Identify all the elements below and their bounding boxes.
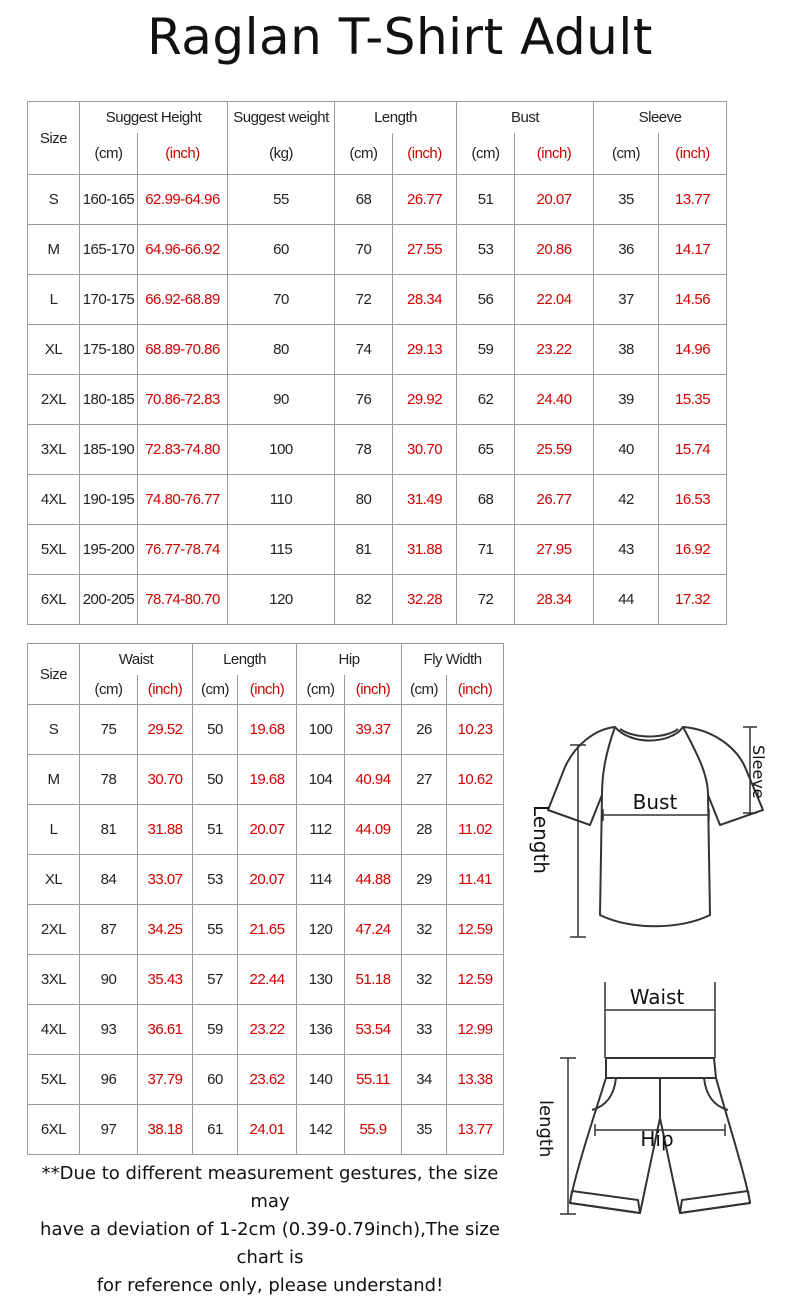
- value-cell: 12.59: [447, 905, 504, 955]
- value-cell: 60: [193, 1055, 238, 1105]
- hip-label: Hip: [640, 1127, 674, 1151]
- size-cell: 2XL: [28, 375, 80, 425]
- subheader-cm: (cm): [80, 675, 138, 705]
- value-cell: 70: [228, 275, 335, 325]
- value-cell: 10.62: [447, 755, 504, 805]
- value-cell: 15.35: [659, 375, 727, 425]
- value-cell: 33: [402, 1005, 447, 1055]
- value-cell: 51.18: [345, 955, 402, 1005]
- value-cell: 120: [297, 905, 345, 955]
- value-cell: 114: [297, 855, 345, 905]
- value-cell: 35: [594, 175, 659, 225]
- value-cell: 28.34: [515, 575, 594, 625]
- value-cell: 14.56: [659, 275, 727, 325]
- value-cell: 23.22: [238, 1005, 297, 1055]
- subheader-inch: (inch): [238, 675, 297, 705]
- table-row: [28, 275, 727, 325]
- value-cell: 93: [80, 1005, 138, 1055]
- value-cell: 64.96-66.92: [138, 225, 228, 275]
- value-cell: 87: [80, 905, 138, 955]
- value-cell: 24.40: [515, 375, 594, 425]
- value-cell: 61: [193, 1105, 238, 1155]
- value-cell: 97: [80, 1105, 138, 1155]
- value-cell: 11.02: [447, 805, 504, 855]
- value-cell: 40: [594, 425, 659, 475]
- size-cell: 5XL: [28, 525, 80, 575]
- tshirt-size-table: [27, 101, 727, 625]
- value-cell: 38: [594, 325, 659, 375]
- value-cell: 16.53: [659, 475, 727, 525]
- value-cell: 51: [193, 805, 238, 855]
- value-cell: 68: [457, 475, 515, 525]
- value-cell: 120: [228, 575, 335, 625]
- note-line-2: have a deviation of 1-2cm (0.39-0.79inch),The size chart is: [40, 1219, 500, 1268]
- value-cell: 130: [297, 955, 345, 1005]
- size-cell: 4XL: [28, 1005, 80, 1055]
- size-cell: XL: [28, 855, 80, 905]
- value-cell: 165-170: [80, 225, 138, 275]
- value-cell: 32: [402, 905, 447, 955]
- value-cell: 13.38: [447, 1055, 504, 1105]
- value-cell: 37: [594, 275, 659, 325]
- value-cell: 20.07: [238, 805, 297, 855]
- value-cell: 26: [402, 705, 447, 755]
- table-row: [28, 175, 727, 225]
- value-cell: 13.77: [447, 1105, 504, 1155]
- value-cell: 175-180: [80, 325, 138, 375]
- value-cell: 55.9: [345, 1105, 402, 1155]
- size-header: Size: [28, 644, 80, 705]
- value-cell: 100: [228, 425, 335, 475]
- subheader-cm: (cm): [402, 675, 447, 705]
- value-cell: 170-175: [80, 275, 138, 325]
- value-cell: 36: [594, 225, 659, 275]
- value-cell: 35.43: [138, 955, 193, 1005]
- value-cell: 80: [335, 475, 393, 525]
- value-cell: 32: [402, 955, 447, 1005]
- value-cell: 19.68: [238, 705, 297, 755]
- size-cell: 6XL: [28, 575, 80, 625]
- header-waist: Waist: [80, 644, 193, 675]
- value-cell: 55.11: [345, 1055, 402, 1105]
- value-cell: 78: [80, 755, 138, 805]
- value-cell: 42: [594, 475, 659, 525]
- value-cell: 27: [402, 755, 447, 805]
- value-cell: 10.23: [447, 705, 504, 755]
- table-row: [28, 575, 727, 625]
- note-line-1: **Due to different measurement gestures, the size may: [41, 1163, 499, 1212]
- table-row: [28, 805, 504, 855]
- value-cell: 50: [193, 705, 238, 755]
- value-cell: 81: [80, 805, 138, 855]
- value-cell: 195-200: [80, 525, 138, 575]
- header-fly-width: Fly Width: [402, 644, 504, 675]
- value-cell: 23.22: [515, 325, 594, 375]
- shorts-diagram: [530, 978, 790, 1228]
- size-cell: 2XL: [28, 905, 80, 955]
- value-cell: 28.34: [393, 275, 457, 325]
- value-cell: 44.09: [345, 805, 402, 855]
- subheader-cm: (cm): [80, 133, 138, 175]
- table-row: [28, 855, 504, 905]
- value-cell: 21.65: [238, 905, 297, 955]
- value-cell: 22.04: [515, 275, 594, 325]
- value-cell: 39.37: [345, 705, 402, 755]
- value-cell: 200-205: [80, 575, 138, 625]
- subheader-cm: (cm): [594, 133, 659, 175]
- value-cell: 115: [228, 525, 335, 575]
- subheader-kg: (kg): [228, 133, 335, 175]
- value-cell: 34.25: [138, 905, 193, 955]
- value-cell: 160-165: [80, 175, 138, 225]
- value-cell: 53.54: [345, 1005, 402, 1055]
- value-cell: 76: [335, 375, 393, 425]
- value-cell: 90: [80, 955, 138, 1005]
- size-header: Size: [28, 102, 80, 175]
- size-cell: 6XL: [28, 1105, 80, 1155]
- subheader-cm: (cm): [335, 133, 393, 175]
- value-cell: 74.80-76.77: [138, 475, 228, 525]
- value-cell: 59: [193, 1005, 238, 1055]
- value-cell: 68.89-70.86: [138, 325, 228, 375]
- value-cell: 136: [297, 1005, 345, 1055]
- subheader-inch: (inch): [138, 133, 228, 175]
- value-cell: 20.07: [238, 855, 297, 905]
- value-cell: 29.13: [393, 325, 457, 375]
- table-row: [28, 475, 727, 525]
- value-cell: 29: [402, 855, 447, 905]
- value-cell: 70: [335, 225, 393, 275]
- value-cell: 28: [402, 805, 447, 855]
- value-cell: 36.61: [138, 1005, 193, 1055]
- value-cell: 55: [193, 905, 238, 955]
- header-suggest-weight: Suggest weight: [228, 102, 335, 133]
- value-cell: 24.01: [238, 1105, 297, 1155]
- size-cell: 5XL: [28, 1055, 80, 1105]
- value-cell: 27.55: [393, 225, 457, 275]
- value-cell: 15.74: [659, 425, 727, 475]
- header-sleeve: Sleeve: [594, 102, 727, 133]
- value-cell: 62: [457, 375, 515, 425]
- value-cell: 22.44: [238, 955, 297, 1005]
- size-cell: M: [28, 225, 80, 275]
- value-cell: 112: [297, 805, 345, 855]
- length-label: Length: [529, 805, 553, 874]
- value-cell: 14.96: [659, 325, 727, 375]
- value-cell: 30.70: [138, 755, 193, 805]
- header-length: Length: [193, 644, 297, 675]
- value-cell: 50: [193, 755, 238, 805]
- value-cell: 100: [297, 705, 345, 755]
- header-suggest-height: Suggest Height: [80, 102, 228, 133]
- value-cell: 75: [80, 705, 138, 755]
- size-cell: S: [28, 705, 80, 755]
- waist-label: Waist: [629, 985, 685, 1009]
- size-cell: L: [28, 275, 80, 325]
- value-cell: 29.52: [138, 705, 193, 755]
- value-cell: 72.83-74.80: [138, 425, 228, 475]
- size-cell: 4XL: [28, 475, 80, 525]
- value-cell: 43: [594, 525, 659, 575]
- value-cell: 72: [335, 275, 393, 325]
- value-cell: 142: [297, 1105, 345, 1155]
- value-cell: 82: [335, 575, 393, 625]
- value-cell: 30.70: [393, 425, 457, 475]
- value-cell: 51: [457, 175, 515, 225]
- value-cell: 37.79: [138, 1055, 193, 1105]
- size-cell: L: [28, 805, 80, 855]
- value-cell: 40.94: [345, 755, 402, 805]
- value-cell: 84: [80, 855, 138, 905]
- subheader-inch: (inch): [515, 133, 594, 175]
- table-row: [28, 1105, 504, 1155]
- table-row: [28, 955, 504, 1005]
- value-cell: 57: [193, 955, 238, 1005]
- table-row: [28, 225, 727, 275]
- value-cell: 70.86-72.83: [138, 375, 228, 425]
- value-cell: 17.32: [659, 575, 727, 625]
- value-cell: 190-195: [80, 475, 138, 525]
- size-cell: 3XL: [28, 425, 80, 475]
- page-title: Raglan T-Shirt Adult: [147, 8, 653, 66]
- subheader-inch: (inch): [345, 675, 402, 705]
- value-cell: 71: [457, 525, 515, 575]
- value-cell: 56: [457, 275, 515, 325]
- header-bust: Bust: [457, 102, 594, 133]
- value-cell: 14.17: [659, 225, 727, 275]
- size-disclaimer: [20, 1160, 520, 1300]
- table-row: [28, 1005, 504, 1055]
- table-row: [28, 525, 727, 575]
- value-cell: 44.88: [345, 855, 402, 905]
- subheader-cm: (cm): [297, 675, 345, 705]
- value-cell: 23.62: [238, 1055, 297, 1105]
- table-row: [28, 705, 504, 755]
- subheader-inch: (inch): [447, 675, 504, 705]
- value-cell: 55: [228, 175, 335, 225]
- measure-lines: [570, 727, 757, 937]
- value-cell: 27.95: [515, 525, 594, 575]
- value-cell: 62.99-64.96: [138, 175, 228, 225]
- sleeve-label: Sleeve: [749, 745, 768, 799]
- table-row: [28, 1055, 504, 1105]
- table-row: [28, 905, 504, 955]
- value-cell: 68: [335, 175, 393, 225]
- value-cell: 96: [80, 1055, 138, 1105]
- value-cell: 65: [457, 425, 515, 475]
- shorts-measure-lines: [560, 982, 725, 1214]
- value-cell: 81: [335, 525, 393, 575]
- value-cell: 72: [457, 575, 515, 625]
- value-cell: 29.92: [393, 375, 457, 425]
- size-cell: XL: [28, 325, 80, 375]
- value-cell: 34: [402, 1055, 447, 1105]
- value-cell: 47.24: [345, 905, 402, 955]
- value-cell: 31.88: [138, 805, 193, 855]
- table-row: [28, 755, 504, 805]
- value-cell: 33.07: [138, 855, 193, 905]
- subheader-inch: (inch): [138, 675, 193, 705]
- value-cell: 13.77: [659, 175, 727, 225]
- table-row: [28, 325, 727, 375]
- value-cell: 20.86: [515, 225, 594, 275]
- subheader-cm: (cm): [193, 675, 238, 705]
- value-cell: 80: [228, 325, 335, 375]
- value-cell: 25.59: [515, 425, 594, 475]
- value-cell: 140: [297, 1055, 345, 1105]
- value-cell: 104: [297, 755, 345, 805]
- value-cell: 31.88: [393, 525, 457, 575]
- value-cell: 32.28: [393, 575, 457, 625]
- value-cell: 74: [335, 325, 393, 375]
- value-cell: 31.49: [393, 475, 457, 525]
- header-length: Length: [335, 102, 457, 133]
- value-cell: 20.07: [515, 175, 594, 225]
- value-cell: 38.18: [138, 1105, 193, 1155]
- table-row: [28, 425, 727, 475]
- bust-label: Bust: [632, 790, 678, 814]
- value-cell: 110: [228, 475, 335, 525]
- value-cell: 60: [228, 225, 335, 275]
- table-row: [28, 375, 727, 425]
- value-cell: 12.99: [447, 1005, 504, 1055]
- shorts-size-table: [27, 643, 504, 1155]
- tshirt-outline: [548, 727, 763, 926]
- subheader-inch: (inch): [393, 133, 457, 175]
- value-cell: 78.74-80.70: [138, 575, 228, 625]
- value-cell: 59: [457, 325, 515, 375]
- size-cell: S: [28, 175, 80, 225]
- value-cell: 76.77-78.74: [138, 525, 228, 575]
- value-cell: 35: [402, 1105, 447, 1155]
- size-cell: 3XL: [28, 955, 80, 1005]
- tshirt-diagram: [520, 715, 795, 945]
- value-cell: 11.41: [447, 855, 504, 905]
- value-cell: 19.68: [238, 755, 297, 805]
- value-cell: 26.77: [515, 475, 594, 525]
- value-cell: 180-185: [80, 375, 138, 425]
- value-cell: 53: [193, 855, 238, 905]
- value-cell: 26.77: [393, 175, 457, 225]
- header-hip: Hip: [297, 644, 402, 675]
- value-cell: 16.92: [659, 525, 727, 575]
- value-cell: 53: [457, 225, 515, 275]
- size-cell: M: [28, 755, 80, 805]
- value-cell: 12.59: [447, 955, 504, 1005]
- value-cell: 185-190: [80, 425, 138, 475]
- value-cell: 66.92-68.89: [138, 275, 228, 325]
- subheader-inch: (inch): [659, 133, 727, 175]
- value-cell: 44: [594, 575, 659, 625]
- shorts-length-label: length: [535, 1100, 556, 1158]
- value-cell: 90: [228, 375, 335, 425]
- value-cell: 78: [335, 425, 393, 475]
- value-cell: 39: [594, 375, 659, 425]
- subheader-cm: (cm): [457, 133, 515, 175]
- note-line-3: for reference only, please understand!: [96, 1275, 444, 1296]
